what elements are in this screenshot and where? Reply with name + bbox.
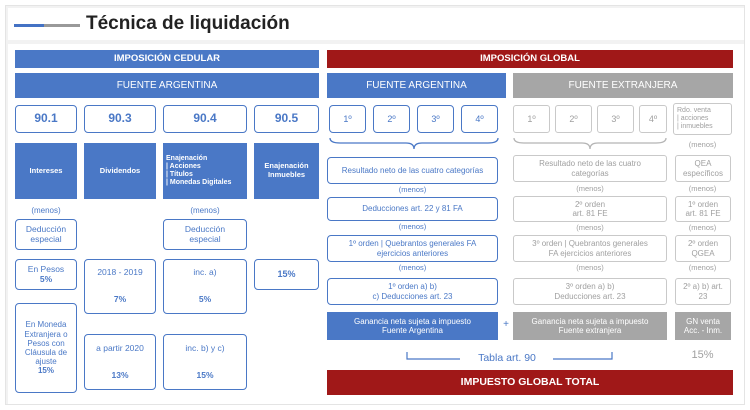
ext-category-2: 2º — [555, 105, 592, 133]
moneda-extranjera-box — [15, 303, 77, 393]
arg-menos-1: (menos) — [398, 184, 427, 194]
concept-enajenacion-inmuebles: Enajenación Inmuebles — [254, 143, 319, 199]
inc-bc-box — [163, 334, 247, 390]
ext-ganancia-neta: Ganancia neta sujeta a impuesto Fuente extranjera — [513, 312, 667, 340]
ext-resultado: Resultado neto de las cuatro categorías — [513, 155, 667, 182]
arg-deducciones: Deducciones art. 22 y 81 FA — [327, 197, 498, 221]
en-pesos-rate: 5% — [39, 273, 53, 284]
code-90-4: 90.4 — [163, 105, 247, 133]
cedular-menos-1: (menos) — [31, 206, 61, 216]
gn-venta: GN venta Acc. - Inm. — [675, 312, 731, 340]
inc-a-rate: 5% — [198, 293, 212, 304]
page-title: Técnica de liquidación — [86, 13, 290, 34]
ext-orden-3: 3º orden a) b) Deducciones art. 23 — [513, 278, 667, 305]
arg-menos-2: (menos) — [398, 221, 427, 231]
arg-ganancia-neta: Ganancia neta sujeta a impuesto Fuente Argentina — [327, 312, 498, 340]
arg-category-3: 3º — [417, 105, 454, 133]
ext-category-1: 1º — [513, 105, 550, 133]
ext-menos-1: (menos) — [576, 183, 604, 193]
qea-orden-1: 1º orden art. 81 FE — [675, 196, 731, 222]
cedular-header: IMPOSICIÓN CEDULAR — [15, 50, 319, 68]
arg-category-1: 1º — [329, 105, 366, 133]
deduccion-especial-acciones: Deducción especial — [163, 219, 247, 250]
tabla-art-90: Tabla art. 90 — [478, 352, 536, 365]
arg-category-4: 4º — [461, 105, 498, 133]
period-2018-label: 2018 - 2019 — [97, 267, 143, 278]
arg-category-2: 2º — [373, 105, 410, 133]
ext-brace — [512, 136, 668, 150]
ext-menos-2: (menos) — [576, 222, 604, 232]
en-pesos-label: En Pesos — [27, 263, 65, 274]
concept-enajenacion-acciones: Enajenación | Acciones | Títulos | Monedas Digitales — [163, 143, 247, 199]
qea-menos-3: (menos) — [688, 262, 717, 272]
ext-menos-3: (menos) — [576, 262, 604, 272]
concept-intereses: Intereses — [15, 143, 77, 199]
arg-resultado: Resultado neto de las cuatro categorías — [327, 157, 498, 184]
qea-orden-2: 2º orden QGEA — [675, 235, 731, 262]
global-fuente-extranjera: FUENTE EXTRANJERA — [513, 73, 733, 98]
cedular-fuente-argentina: FUENTE ARGENTINA — [15, 73, 319, 98]
code-90-5: 90.5 — [254, 105, 319, 133]
global-header: IMPOSICIÓN GLOBAL — [327, 50, 733, 68]
global-fuente-argentina: FUENTE ARGENTINA — [327, 73, 506, 98]
inc-bc-rate: 15% — [196, 369, 214, 380]
period-2020-label: a partir 2020 — [96, 342, 144, 353]
code-90-1: 90.1 — [15, 105, 77, 133]
moneda-extranjera-label: En Moneda Extranjera o Pesos con Cláusula de ajuste — [24, 320, 68, 367]
inc-a-box — [163, 259, 247, 314]
period-2020-rate: 13% — [111, 369, 129, 380]
concept-dividendos: Dividendos — [84, 143, 156, 199]
gn-venta-rate: 15% — [691, 349, 714, 362]
arg-orden: 1º orden a) b) c) Deducciones art. 23 — [327, 278, 498, 305]
ext-quebrantos: 3º orden | Quebrantos generales FA ejercicios anteriores — [513, 235, 667, 262]
qea-menos-2: (menos) — [688, 222, 717, 232]
deduccion-especial-intereses: Deducción especial — [15, 219, 77, 250]
inmuebles-rate: 15% — [254, 259, 319, 290]
period-2018-box — [84, 259, 156, 314]
arg-menos-3: (menos) — [398, 262, 427, 272]
qea-especificos: QEA específicos — [675, 155, 731, 182]
plus-sign: + — [503, 319, 509, 331]
inc-bc-label: inc. b) y c) — [185, 342, 225, 353]
period-2018-rate: 7% — [113, 293, 127, 304]
code-90-3: 90.3 — [84, 105, 156, 133]
qea-orden-2ab: 2º a) b) art. 23 — [675, 278, 731, 305]
qea-menos-1: (menos) — [688, 183, 717, 193]
cedular-menos-2: (menos) — [190, 206, 220, 216]
arg-quebrantos: 1º orden | Quebrantos generales FA ejercicios anteriores — [327, 235, 498, 262]
period-2020-box — [84, 334, 156, 390]
rdo-venta-box: Rdo. venta | acciones | inmuebles — [673, 103, 732, 135]
inc-a-label: inc. a) — [193, 267, 217, 278]
ext-orden-2: 2º orden art. 81 FE — [513, 196, 667, 222]
title-accent-gray — [44, 24, 80, 27]
qea-menos-0: (menos) — [688, 139, 717, 149]
en-pesos-box — [15, 259, 77, 290]
title-accent-blue — [14, 24, 44, 27]
ext-category-3: 3º — [597, 105, 634, 133]
arg-brace — [328, 136, 500, 150]
impuesto-global-total: IMPUESTO GLOBAL TOTAL — [327, 370, 733, 395]
moneda-extranjera-rate: 15% — [37, 366, 54, 376]
ext-category-4: 4º — [639, 105, 667, 133]
